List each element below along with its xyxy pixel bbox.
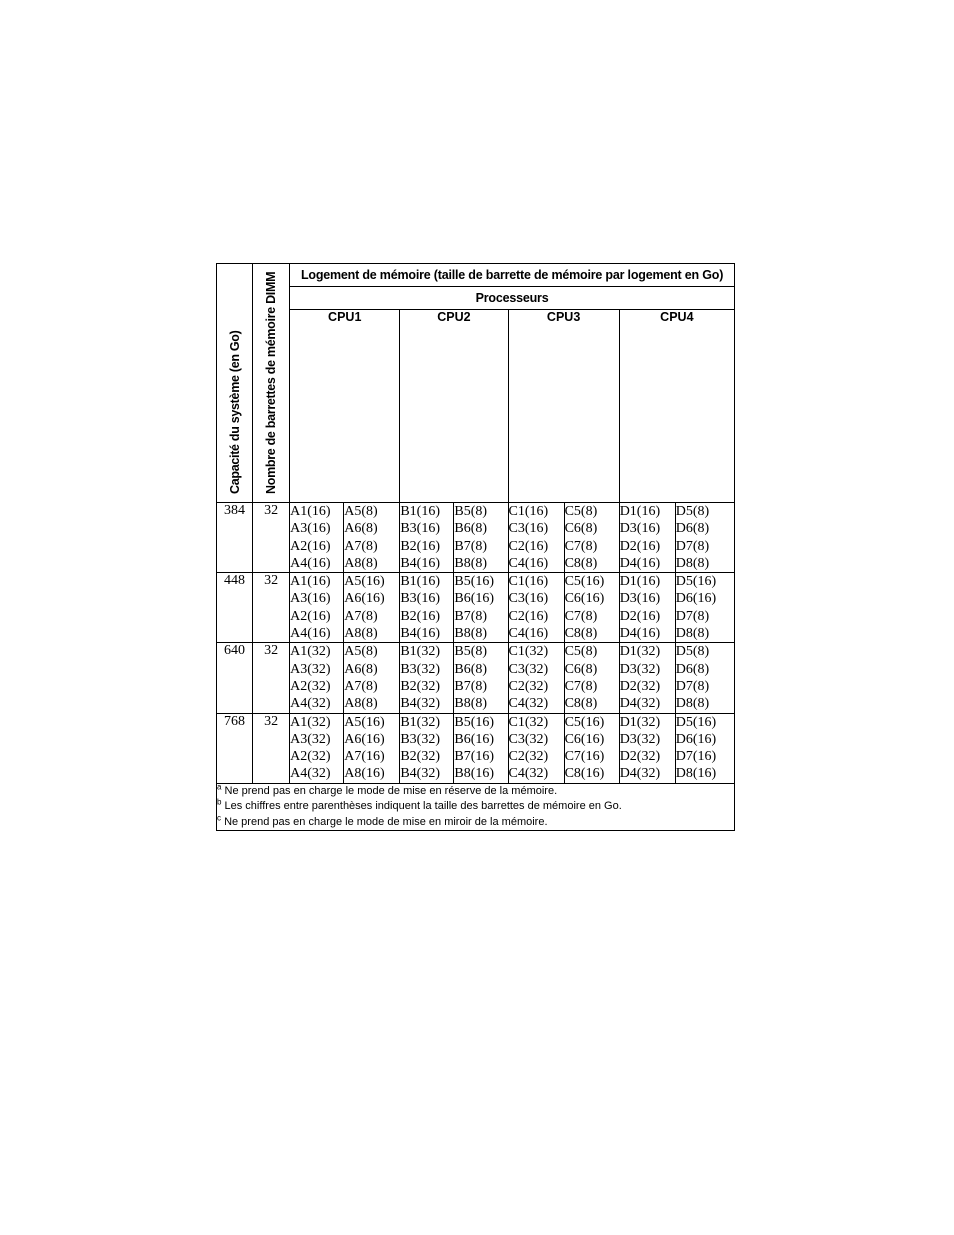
slot-value: B3(32) — [400, 731, 440, 747]
slot-value: A8(16) — [344, 766, 385, 782]
slot-value: A2(16) — [290, 538, 331, 554]
slot-value: C5(8) — [564, 644, 598, 660]
table-row — [217, 643, 735, 713]
slot-value: D3(32) — [619, 731, 661, 747]
slot-value: A8(8) — [344, 696, 378, 712]
slot-title-header: Logement de mémoire (taille de barrette de mémoire par logement en Go) — [290, 264, 735, 287]
slot-value: B7(16) — [454, 749, 495, 765]
dimm-count-cell: 32 — [253, 643, 290, 713]
slot-value: C3(16) — [508, 591, 549, 607]
slot-value: C6(8) — [564, 521, 598, 537]
slot-value: C5(16) — [564, 574, 605, 590]
slot-value: B6(8) — [454, 661, 488, 677]
slot-value: B4(16) — [400, 626, 440, 642]
slot-cell — [619, 643, 675, 713]
slot-value: B8(8) — [454, 555, 488, 571]
slot-value: B5(16) — [454, 714, 495, 730]
slot-value: D4(16) — [619, 555, 661, 571]
memory-config-table — [216, 263, 735, 831]
slot-value: C6(8) — [564, 661, 598, 677]
footnote — [217, 799, 734, 815]
slot-value: A6(16) — [344, 731, 385, 747]
slot-value: B7(8) — [454, 608, 488, 624]
footnote-mark: b — [217, 797, 222, 807]
slot-value: B3(16) — [400, 521, 440, 537]
capacity-cell: 384 — [217, 503, 253, 573]
slot-value: C7(8) — [564, 678, 598, 694]
slot-value: D6(16) — [675, 591, 717, 607]
slot-value: A2(32) — [290, 678, 331, 694]
table-row — [217, 503, 735, 573]
slot-value: B1(16) — [400, 504, 440, 519]
slot-value: C2(16) — [508, 538, 549, 554]
slot-value: D4(32) — [619, 766, 661, 782]
slot-cell — [400, 713, 454, 783]
slot-value: A7(8) — [344, 538, 378, 554]
capacity-header-label: Capacité du système (en Go) — [227, 330, 242, 494]
slot-value: B5(8) — [454, 504, 488, 519]
slot-value: C1(32) — [508, 714, 549, 730]
slot-value: B4(32) — [400, 766, 440, 782]
slot-value: C4(32) — [508, 696, 549, 712]
slot-value: A3(32) — [290, 731, 331, 747]
slot-value: B1(16) — [400, 574, 440, 590]
slot-value: C6(16) — [564, 731, 605, 747]
slot-value: C3(32) — [508, 731, 549, 747]
slot-value: D4(32) — [619, 696, 661, 712]
slot-value: D5(16) — [675, 714, 717, 730]
slot-value: B2(32) — [400, 749, 440, 765]
slot-value: C4(32) — [508, 766, 549, 782]
slot-value: C3(32) — [508, 661, 549, 677]
slot-cell — [344, 573, 400, 643]
slot-value: C7(8) — [564, 608, 598, 624]
footnote — [217, 784, 734, 800]
slot-cell — [564, 713, 619, 783]
slot-value: B5(8) — [454, 644, 488, 660]
footnote-mark: a — [217, 782, 222, 792]
slot-cell — [400, 503, 454, 573]
slot-cell — [400, 643, 454, 713]
capacity-cell: 448 — [217, 573, 253, 643]
slot-cell — [454, 503, 508, 573]
slot-value: B4(16) — [400, 555, 440, 571]
cpu2-header: CPU2 — [400, 310, 508, 503]
slot-value: A6(8) — [344, 661, 378, 677]
slot-value: C1(16) — [508, 504, 549, 519]
capacity-cell: 768 — [217, 713, 253, 783]
slot-value: A2(16) — [290, 608, 331, 624]
dimm-count-cell: 32 — [253, 713, 290, 783]
slot-value: A5(16) — [344, 714, 385, 730]
slot-value: A3(16) — [290, 591, 331, 607]
slot-value: D2(16) — [619, 608, 661, 624]
slot-value: C8(8) — [564, 626, 598, 642]
slot-value: A5(16) — [344, 574, 385, 590]
slot-value: D8(16) — [675, 766, 717, 782]
slot-value: D3(16) — [619, 521, 661, 537]
slot-value: A1(16) — [290, 574, 331, 590]
cpu4-header: CPU4 — [619, 310, 734, 503]
footnote-mark: c — [217, 813, 221, 823]
footnote-text: Ne prend pas en charge le mode de mise en miroir de la mémoire. — [224, 815, 548, 828]
slot-value: A1(32) — [290, 714, 331, 730]
slot-cell — [508, 573, 564, 643]
slot-value: C8(8) — [564, 555, 598, 571]
footnotes-cell — [217, 783, 735, 831]
slot-value: C4(16) — [508, 555, 549, 571]
slot-value: A4(16) — [290, 626, 331, 642]
slot-value: C5(16) — [564, 714, 605, 730]
slot-cell — [564, 503, 619, 573]
slot-value: D6(8) — [675, 661, 710, 677]
slot-value: B1(32) — [400, 644, 440, 660]
slot-value: D5(8) — [675, 504, 710, 519]
slot-value: B3(32) — [400, 661, 440, 677]
slot-value: C4(16) — [508, 626, 549, 642]
slot-cell — [290, 573, 344, 643]
slot-value: D3(16) — [619, 591, 661, 607]
slot-value: B4(32) — [400, 696, 440, 712]
footnote-text: Ne prend pas en charge le mode de mise en réserve de la mémoire. — [224, 784, 558, 797]
slot-value: D1(32) — [619, 714, 661, 730]
memory-config-table-wrapper — [216, 263, 735, 831]
slot-value: A4(32) — [290, 696, 331, 712]
slot-value: A1(32) — [290, 644, 331, 660]
slot-value: A8(8) — [344, 555, 378, 571]
slot-value: B7(8) — [454, 678, 488, 694]
slot-value: B3(16) — [400, 591, 440, 607]
slot-value: B6(16) — [454, 591, 495, 607]
slot-value: A6(16) — [344, 591, 385, 607]
table-row — [217, 573, 735, 643]
slot-value: A7(8) — [344, 608, 378, 624]
slot-value: D8(8) — [675, 696, 710, 712]
slot-cell — [619, 713, 675, 783]
slot-value: B2(16) — [400, 538, 440, 554]
slot-value: B6(8) — [454, 521, 488, 537]
slot-cell — [290, 643, 344, 713]
slot-cell — [290, 503, 344, 573]
slot-value: D5(16) — [675, 574, 717, 590]
slot-value: C2(32) — [508, 678, 549, 694]
slot-cell — [400, 573, 454, 643]
slot-cell — [564, 573, 619, 643]
slot-value: B7(8) — [454, 538, 488, 554]
footnotes-row — [217, 783, 735, 831]
slot-value: D1(16) — [619, 574, 661, 590]
slot-value: B8(16) — [454, 766, 495, 782]
slot-value: B6(16) — [454, 731, 495, 747]
slot-value: C7(16) — [564, 749, 605, 765]
dimm-count-header — [253, 264, 290, 503]
dimm-count-cell: 32 — [253, 503, 290, 573]
slot-value: B2(16) — [400, 608, 440, 624]
slot-cell — [454, 573, 508, 643]
slot-value: C8(8) — [564, 696, 598, 712]
slot-value: A4(32) — [290, 766, 331, 782]
slot-value: D7(8) — [675, 678, 710, 694]
capacity-cell: 640 — [217, 643, 253, 713]
slot-value: D8(8) — [675, 555, 710, 571]
slot-cell — [454, 713, 508, 783]
slot-value: C6(16) — [564, 591, 605, 607]
slot-value: A7(8) — [344, 678, 378, 694]
footnote-text: Les chiffres entre parenthèses indiquent la taille des barrettes de mémoire en Go. — [224, 800, 622, 813]
slot-cell — [508, 713, 564, 783]
slot-value: C3(16) — [508, 521, 549, 537]
slot-value: C8(16) — [564, 766, 605, 782]
slot-cell — [675, 503, 734, 573]
slot-value: B5(16) — [454, 574, 495, 590]
slot-cell — [619, 573, 675, 643]
slot-cell — [344, 643, 400, 713]
slot-value: D7(8) — [675, 538, 710, 554]
slot-value: D7(16) — [675, 749, 717, 765]
capacity-header — [217, 264, 253, 503]
slot-value: A4(16) — [290, 555, 331, 571]
slot-cell — [619, 503, 675, 573]
slot-value: A5(8) — [344, 644, 378, 660]
table-row — [217, 713, 735, 783]
slot-cell — [564, 643, 619, 713]
processors-header: Processeurs — [290, 287, 735, 310]
slot-value: A8(8) — [344, 626, 378, 642]
slot-value: B1(32) — [400, 714, 440, 730]
slot-cell — [675, 713, 734, 783]
slot-value: A6(8) — [344, 521, 378, 537]
slot-value: A3(16) — [290, 521, 331, 537]
slot-value: A5(8) — [344, 504, 378, 519]
slot-value: D8(8) — [675, 626, 710, 642]
slot-cell — [454, 643, 508, 713]
slot-cell — [675, 573, 734, 643]
cpu1-header: CPU1 — [290, 310, 400, 503]
slot-value: D5(8) — [675, 644, 710, 660]
slot-value: D2(32) — [619, 749, 661, 765]
slot-cell — [290, 713, 344, 783]
slot-value: A3(32) — [290, 661, 331, 677]
slot-value: B8(8) — [454, 626, 488, 642]
slot-cell — [344, 713, 400, 783]
slot-value: C5(8) — [564, 504, 598, 519]
slot-value: D3(32) — [619, 661, 661, 677]
slot-cell — [344, 503, 400, 573]
slot-value: D6(8) — [675, 521, 710, 537]
slot-value: C2(16) — [508, 608, 549, 624]
slot-cell — [675, 643, 734, 713]
slot-value: D7(8) — [675, 608, 710, 624]
slot-value: D2(16) — [619, 538, 661, 554]
slot-value: B2(32) — [400, 678, 440, 694]
footnote — [217, 815, 734, 831]
slot-value: C7(8) — [564, 538, 598, 554]
slot-value: B8(8) — [454, 696, 488, 712]
slot-value: D1(32) — [619, 644, 661, 660]
slot-value: D6(16) — [675, 731, 717, 747]
slot-value: D4(16) — [619, 626, 661, 642]
slot-value: A2(32) — [290, 749, 331, 765]
slot-value: D2(32) — [619, 678, 661, 694]
slot-value: A1(16) — [290, 504, 331, 519]
slot-cell — [508, 643, 564, 713]
slot-value: C1(16) — [508, 574, 549, 590]
dimm-count-header-label: Nombre de barrettes de mémoire DIMM — [264, 271, 279, 494]
slot-cell — [508, 503, 564, 573]
dimm-count-cell: 32 — [253, 573, 290, 643]
slot-value: C2(32) — [508, 749, 549, 765]
slot-value: A7(16) — [344, 749, 385, 765]
cpu3-header: CPU3 — [508, 310, 619, 503]
slot-value: D1(16) — [619, 504, 661, 519]
slot-value: C1(32) — [508, 644, 549, 660]
